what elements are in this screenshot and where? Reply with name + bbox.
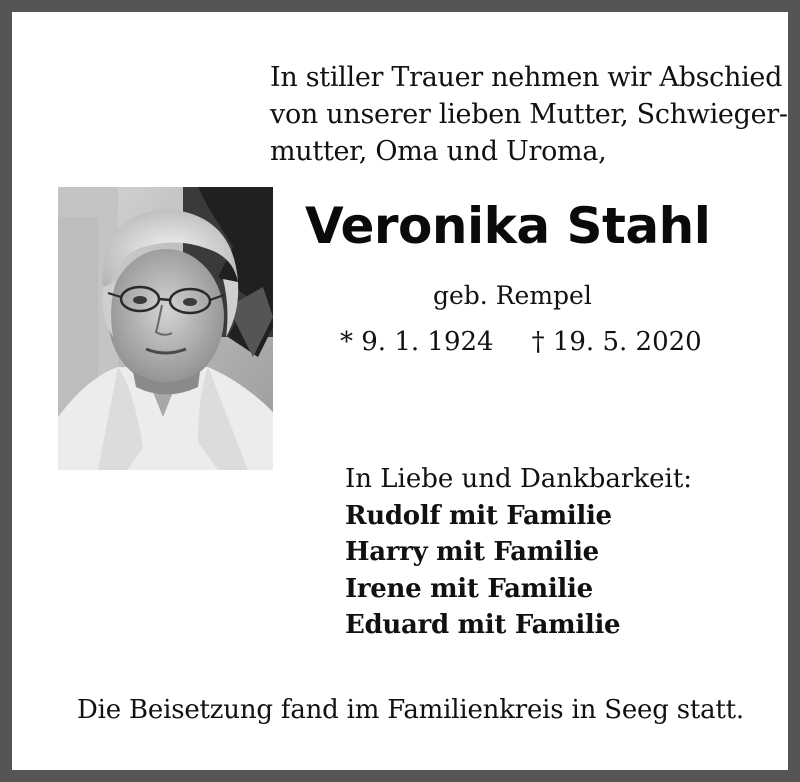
maiden-name: geb. Rempel [433, 281, 592, 310]
family-heading: In Liebe und Dankbarkeit: [345, 464, 693, 494]
intro-line: In stiller Trauer nehmen wir Abschied [270, 62, 783, 93]
intro-text [270, 59, 788, 170]
deceased-name: Veronika Stahl [305, 197, 711, 255]
obituary-card [12, 12, 788, 770]
family-member: Harry mit Familie [345, 537, 599, 567]
family-section [345, 461, 692, 644]
portrait-photo [58, 187, 273, 470]
family-member: Irene mit Familie [345, 573, 593, 604]
life-dates [340, 327, 702, 357]
family-member: Rudolf mit Familie [345, 500, 612, 531]
birth-date: * 9. 1. 1924 [340, 327, 494, 357]
family-member: Eduard mit Familie [345, 610, 621, 640]
death-date: † 19. 5. 2020 [531, 327, 702, 357]
burial-note: Die Beisetzung fand im Familienkreis in Seeg statt. [77, 695, 744, 725]
portrait-illustration [58, 187, 273, 470]
intro-line: mutter, Oma und Uroma, [270, 136, 607, 167]
intro-line: von unserer lieben Mutter, Schwieger- [270, 99, 788, 130]
